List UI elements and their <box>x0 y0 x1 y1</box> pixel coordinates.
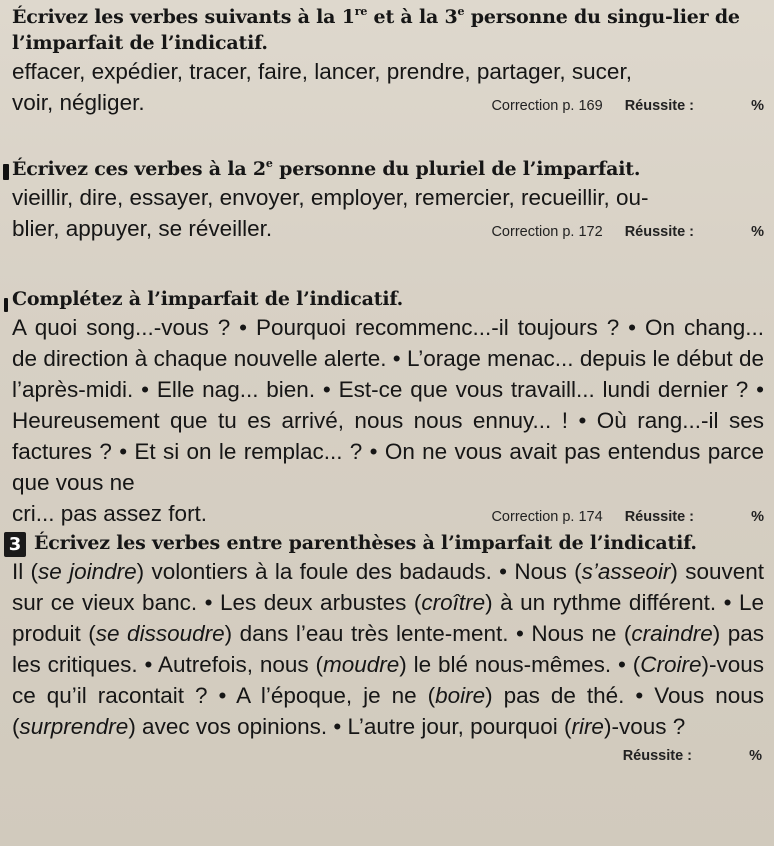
sentence-text: )-vous ? <box>603 714 686 739</box>
exercise-3-footer <box>12 748 764 764</box>
exercise-marker <box>4 298 8 312</box>
instruction-text: Écrivez ces verbes à la 2 <box>12 158 266 180</box>
exercise-1-last-words: voir, négliger. <box>12 90 145 115</box>
sentence-text: ) volontiers à la foule des badauds. • Nous ( <box>136 559 582 584</box>
exercise-complete-correction <box>491 502 764 533</box>
exercise-2-verb-list: vieillir, dire, essayer, envoyer, employer, remercier, recueillir, ou- <box>12 185 649 210</box>
verb-infinitive: Croire <box>640 652 702 677</box>
instruction-text: personne du pluriel de l’imparfait. <box>272 158 641 180</box>
success-percent: % <box>749 748 762 764</box>
instruction-text: personne du singu-lier de l’imparfait de l’indicatif. <box>12 6 740 54</box>
exercise-complete-last-words: cri... pas assez fort. <box>12 501 208 526</box>
exercise-3 <box>8 530 765 836</box>
success-percent: % <box>751 224 764 240</box>
success-label: Réussite : <box>624 224 694 240</box>
sentence-text: )-vous ce qu’il racontait ? • A l’époque, je ne ( <box>12 652 765 708</box>
verb-infinitive: moudre <box>323 652 400 677</box>
verb-infinitive: rire <box>571 714 604 739</box>
sentence-text: ) pas de thé. • Vous nous ( <box>12 683 764 739</box>
exercise-3-sentences <box>12 556 764 742</box>
correction-page-ref: Correction p. 172 <box>491 224 603 240</box>
exercise-1-instruction <box>12 4 764 56</box>
verb-infinitive: croître <box>421 590 486 615</box>
verb-infinitive: se joindre <box>38 559 137 584</box>
instruction-text: Écrivez les verbes suivants à la 1 <box>12 6 355 28</box>
exercise-2-correction <box>491 217 764 248</box>
correction-page-ref: Correction p. 174 <box>491 509 603 525</box>
success-percent: % <box>751 98 764 114</box>
exercise-complete-instruction: Complétez à l’imparfait de l’indicatif. <box>12 288 404 310</box>
exercise-1 <box>12 4 764 156</box>
verb-infinitive: se dissoudre <box>95 621 225 646</box>
sentence-text: Il ( <box>12 559 39 584</box>
verb-infinitive: surprendre <box>19 714 129 739</box>
exercise-2-instruction <box>12 156 764 182</box>
exercise-number-badge: 3 <box>4 532 26 557</box>
success-label: Réussite : <box>624 98 694 114</box>
exercise-2-footer <box>12 213 764 248</box>
success-label: Réussite : <box>624 509 694 525</box>
exercise-2-last-words: blier, appuyer, se réveiller. <box>12 216 273 241</box>
ordinal-superscript: re <box>354 5 368 18</box>
exercise-1-footer <box>12 87 764 122</box>
verb-infinitive: craindre <box>631 621 713 646</box>
sentence-text: ) à un rythme différent. • Le produit ( <box>12 590 764 646</box>
ordinal-superscript: e <box>457 5 465 18</box>
correction-page-ref: Correction p. 169 <box>491 98 603 114</box>
exercise-3-instruction: Écrivez les verbes entre parenthèses à l’imparfait de l’indicatif. <box>34 532 697 554</box>
exercise-complete-sentences: A quoi song...-vous ? • Pourquoi recommenc...-il toujours ? • On chang... de direction à chaque nouvelle alerte. • L’orage menac... depuis le début de l’après-midi. • Elle nag... bien. • Est-ce que vous travaill... lundi dernier ? • Heureusement que tu es arrivé, nous nous ennuy... ! • Où rang...-il ses factures ? • Et si on le remplac... ? • On ne vous avait pas entendus parce que vous ne <box>12 315 764 495</box>
instruction-text: et à la 3 <box>367 6 458 28</box>
success-percent: % <box>751 509 764 525</box>
exercise-1-verb-list: effacer, expédier, tracer, faire, lancer, prendre, partager, sucer, <box>12 59 632 84</box>
exercise-complete-footer <box>12 498 764 533</box>
exercise-complete <box>12 286 764 530</box>
success-label: Réussite : <box>622 748 692 764</box>
sentence-text: ) avec vos opinions. • L’autre jour, pourquoi ( <box>128 714 572 739</box>
verb-infinitive: boire <box>435 683 486 708</box>
sentence-text: ) le blé nous-mêmes. • ( <box>399 652 641 677</box>
ordinal-superscript: e <box>265 157 273 170</box>
sentence-text: ) souvent sur ce vieux banc. • Les deux arbustes ( <box>12 559 765 615</box>
exercise-3-score <box>623 748 762 764</box>
verb-infinitive: s’asseoir <box>581 559 671 584</box>
sentence-text: ) dans l’eau très lente-ment. • Nous ne ( <box>224 621 632 646</box>
exercise-1-correction <box>491 91 764 122</box>
exercise-marker <box>3 164 9 180</box>
sentence-text: ) pas les critiques. • Autrefois, nous ( <box>12 621 764 677</box>
exercise-2 <box>12 156 764 286</box>
